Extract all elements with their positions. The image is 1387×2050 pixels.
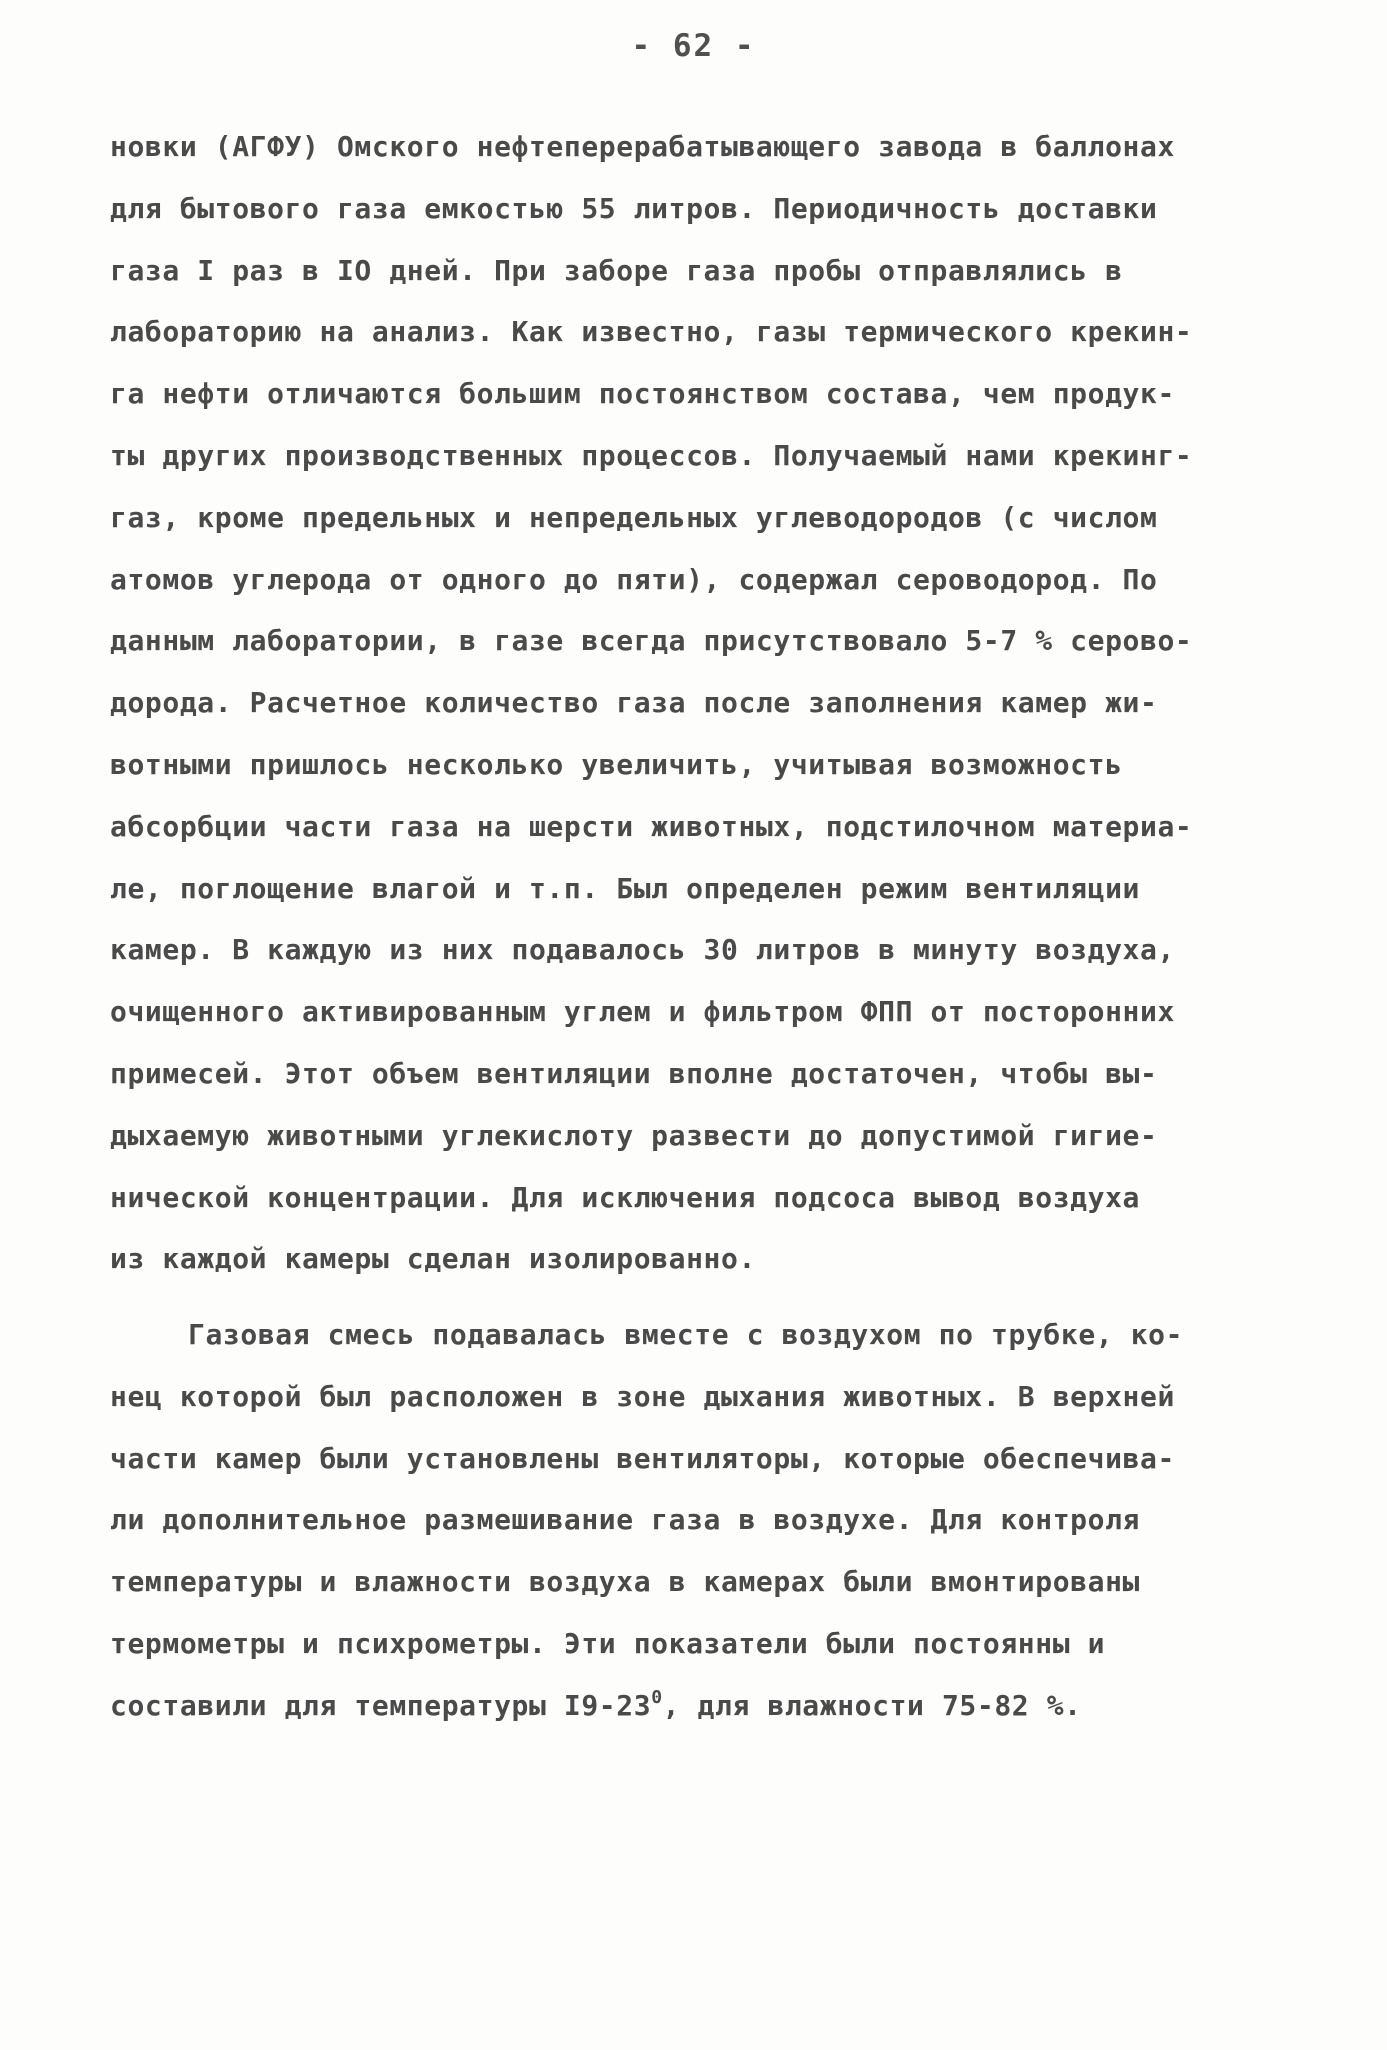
text-line: Газовая смесь подавалась вместе с воздухом по трубке, ко-: [188, 1318, 1184, 1351]
text-line: нической концентрации. Для исключения подсоса вывод воздуха: [110, 1180, 1140, 1214]
page-number: - 62 -: [631, 28, 756, 64]
degree-superscript: 0: [651, 1686, 663, 1708]
text-line: очищенного активированным углем и фильтром ФПП от посторонних: [110, 995, 1175, 1029]
text-line: атомов углерода от одного до пяти), содержал сероводород. По: [110, 562, 1158, 596]
text-line: температуры и влажности воздуха в камерах были вмонтированы: [110, 1565, 1140, 1599]
text-line: камер. В каждую из них подавалось 30 литров в минуту воздуха,: [110, 933, 1175, 967]
text-line: ты других производственных процессов. Получаемый нами крекинг-: [110, 438, 1193, 472]
text-line: дорода. Расчетное количество газа после заполнения камер жи-: [110, 686, 1158, 720]
text-line: вотными пришлось несколько увеличить, учитывая возможность: [110, 747, 1123, 781]
text-line: абсорбции части газа на шерсти животных, подстилочном материа-: [110, 809, 1193, 843]
text-line: дыхаемую животными углекислоту развести до допустимой гигие-: [110, 1118, 1158, 1152]
text-line: га нефти отличаются большим постоянством состава, чем продук-: [110, 377, 1175, 411]
text-line: лабораторию на анализ. Как известно, газы термического крекин-: [110, 315, 1193, 349]
text-line: части камер были установлены вентиляторы, которые обеспечива-: [110, 1441, 1175, 1475]
text-line: примесей. Этот объем вентиляции вполне достаточен, чтобы вы-: [110, 1056, 1158, 1090]
text-line: термометры и психрометры. Эти показатели были постоянны и: [110, 1626, 1106, 1660]
text-line: газ, кроме предельных и непредельных углеводородов (с числом: [110, 500, 1158, 534]
text-line: данным лаборатории, в газе всегда присутствовало 5-7 % серово-: [110, 624, 1193, 658]
text-line: для бытового газа емкостью 55 литров. Периодичность доставки: [110, 191, 1158, 225]
text-line: ли дополнительное размешивание газа в воздухе. Для контроля: [110, 1503, 1140, 1537]
text-line: ле, поглощение влагой и т.п. Был определен режим вентиляции: [110, 871, 1140, 905]
text-line: газа I раз в IO дней. При заборе газа пробы отправлялись в: [110, 253, 1123, 287]
text-line: из каждой камеры сделан изолированно.: [110, 1242, 756, 1276]
paragraph-1: [110, 116, 1290, 1290]
text-line-last: [110, 1675, 1290, 1737]
text-line: нец которой был расположен в зоне дыхания животных. В верхней: [110, 1379, 1175, 1413]
paragraph-2: [110, 1304, 1290, 1737]
text-line: новки (АГФУ) Омского нефтеперерабатывающего завода в баллонах: [110, 130, 1175, 163]
text-segment: составили для температуры I9-23: [110, 1688, 652, 1722]
text-segment: , для влажности 75-82 %.: [662, 1688, 1082, 1722]
